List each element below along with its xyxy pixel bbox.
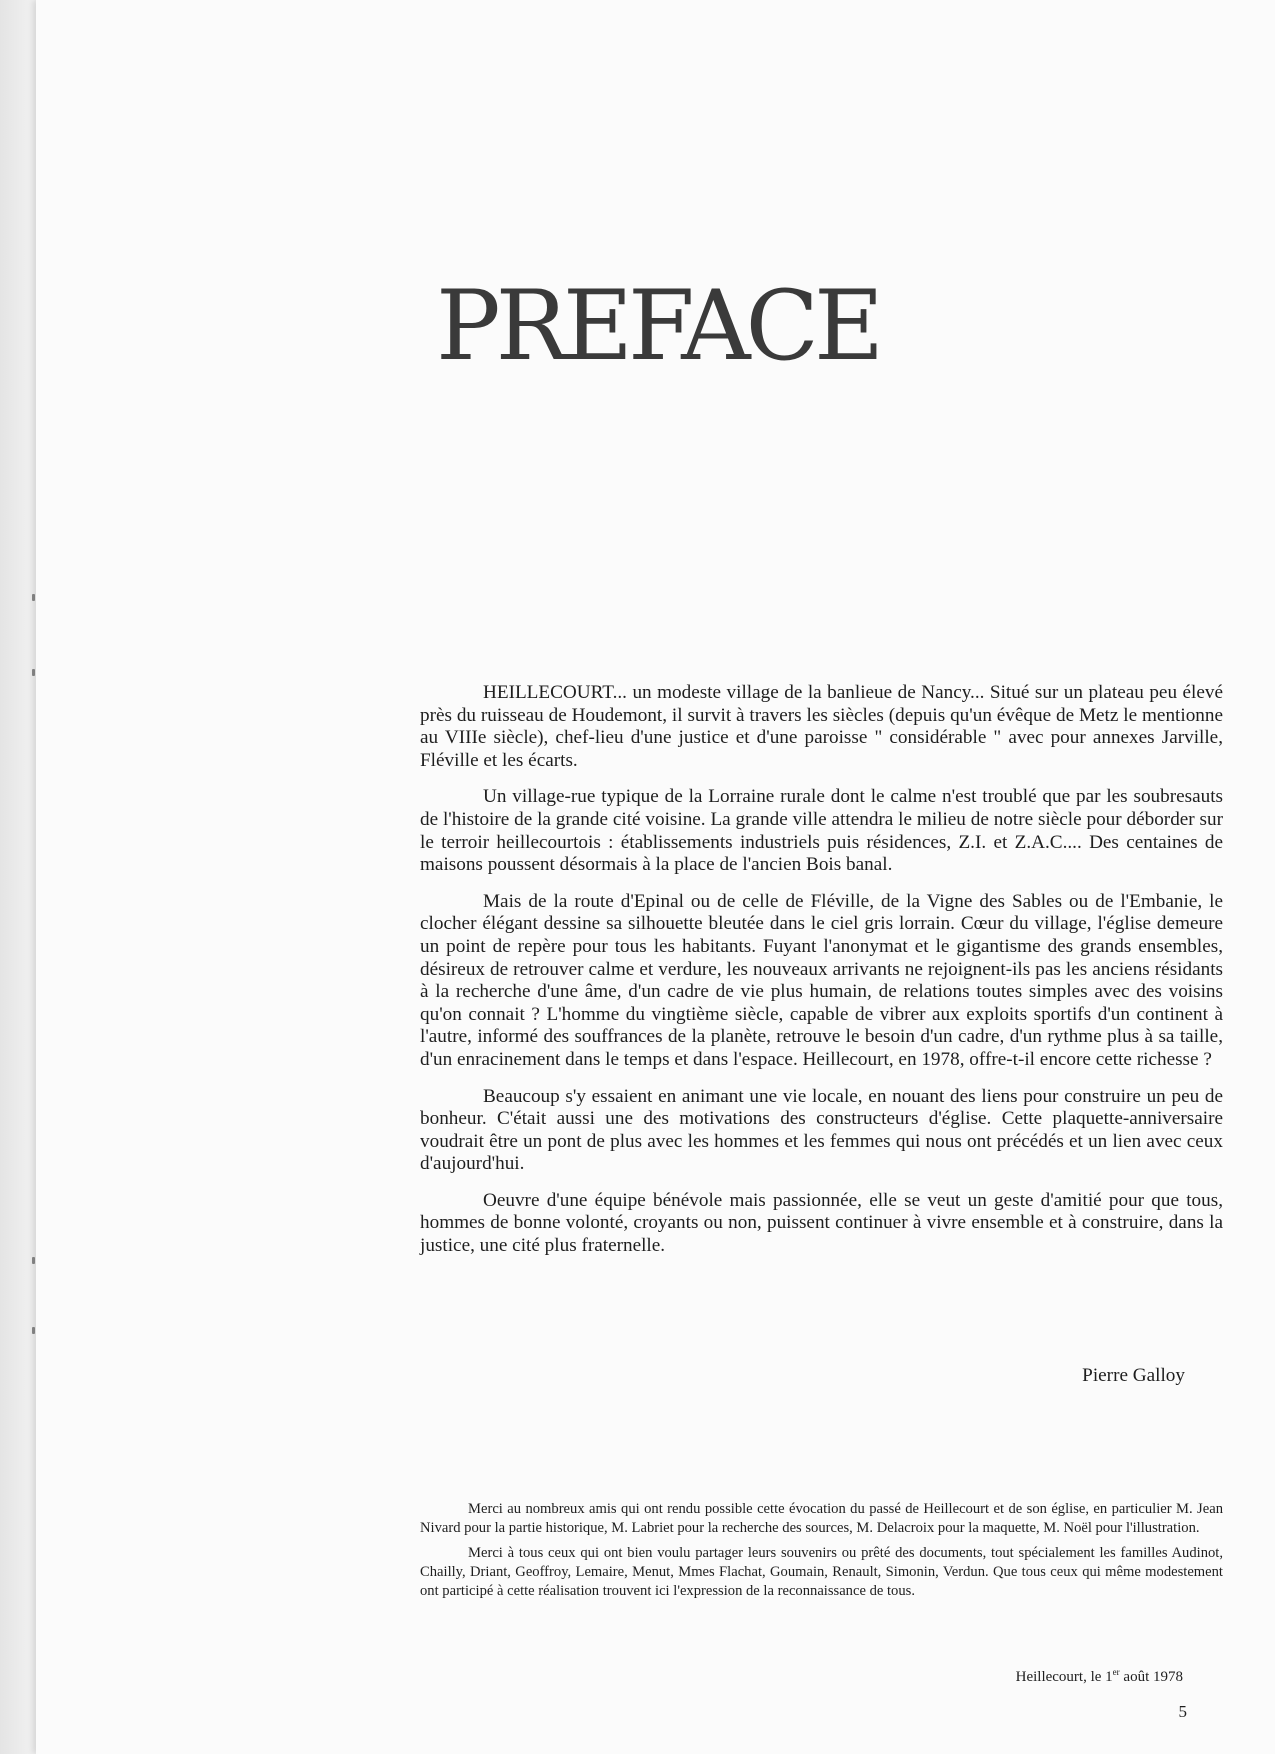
date-prefix: Heillecourt, le 1 [1015, 1669, 1113, 1685]
date-suffix: août 1978 [1119, 1669, 1183, 1685]
document-page [36, 0, 1275, 1754]
paragraph: Oeuvre d'une équipe bénévole mais passionnée, elle se veut un geste d'amitié pour que tous, hommes de bonne volonté, croyants ou non, puissent continuer à vivre ensemble et à construire, dans la justice, une cité plus fraternelle. [420, 1189, 1223, 1257]
date-line [1016, 1667, 1183, 1686]
acknowledgement-paragraph: Merci au nombreux amis qui ont rendu possible cette évocation du passé de Heillecourt et de son église, en particulier M. Jean Nivard pour la partie historique, M. Labriet pour la recherche des sources, M. Delacroix pour la maquette, M. Noël pour l'illustration. [420, 1501, 1223, 1536]
page-number: 5 [1178, 1702, 1187, 1721]
acknowledgements [420, 1500, 1223, 1607]
page-title: PREFACE [436, 270, 880, 382]
paragraph: Mais de la route d'Epinal ou de celle de Fléville, de la Vigne des Sables ou de l'Embanie, le clocher élégant dessine sa silhouette bleutée dans le ciel gris lorrain. Cœur du village, l'église demeure un point de repère pour tous les habitants. Fuyant l'anonymat et le gigantisme des grands ensembles, désireux de retrouver calme et verdure, les nouveaux arrivants ne rejoignent-ils pas les anciens résidants à la recherche d'une âme, d'un cadre de vie plus humain, de relations toutes simples avec des voisins qu'on connait ? L'homme du vingtième siècle, capable de vibrer aux exploits sportifs d'un continent à l'autre, informé des souffrances de la planète, retrouve le besoin d'un cadre, d'un rythme plus à sa taille, d'un enracinement dans le temps et dans l'espace. Heillecourt, en 1978, offre-t-il encore cette richesse ? [420, 890, 1223, 1070]
paragraph: HEILLECOURT... un modeste village de la banlieue de Nancy... Situé sur un plateau peu élevé près du ruisseau de Houdemont, il survit à travers les siècles (depuis qu'un évêque de Metz le mentionne au VIIIe siècle), chef-lieu d'une justice et d'une paroisse " considérable " avec pour annexes Jarville, Fléville et les écarts. [420, 682, 1223, 771]
paragraph: Un village-rue typique de la Lorraine rurale dont le calme n'est troublé que par les soubresauts de l'histoire de la grande cité voisine. La grande ville attendra le milieu de notre siècle pour déborder sur le terroir heillecourtois : établissements industriels puis résidences, Z.I. et Z.A.C.... Des centaines de maisons poussent désormais à la place de l'ancien Bois banal. [420, 786, 1223, 876]
signature: Pierre Galloy [1082, 1365, 1185, 1386]
paragraph: Beaucoup s'y essaient en animant une vie locale, en nouant des liens pour construire un peu de bonheur. C'était aussi une des motivations des constructeurs d'église. Cette plaquette-anniversaire voudrait être un pont de plus avec les hommes et les femmes qui nous ont précédés et un lien avec ceux d'aujourd'hui. [420, 1085, 1223, 1175]
acknowledgement-paragraph: Merci à tous ceux qui ont bien voulu partager leurs souvenirs ou prêté des documents, tout spécialement les familles Audinot, Chailly, Driant, Geoffroy, Lemaire, Menut, Mmes Flachat, Goumain, Renault, Simonin, Verdun. Que tous ceux qui même modestement ont participé à cette réalisation trouvent ici l'expression de la reconnaissance de tous. [420, 1545, 1223, 1599]
page-edge [0, 0, 36, 1754]
date-superscript: er [1112, 1667, 1120, 1677]
preface-body [420, 682, 1223, 1272]
